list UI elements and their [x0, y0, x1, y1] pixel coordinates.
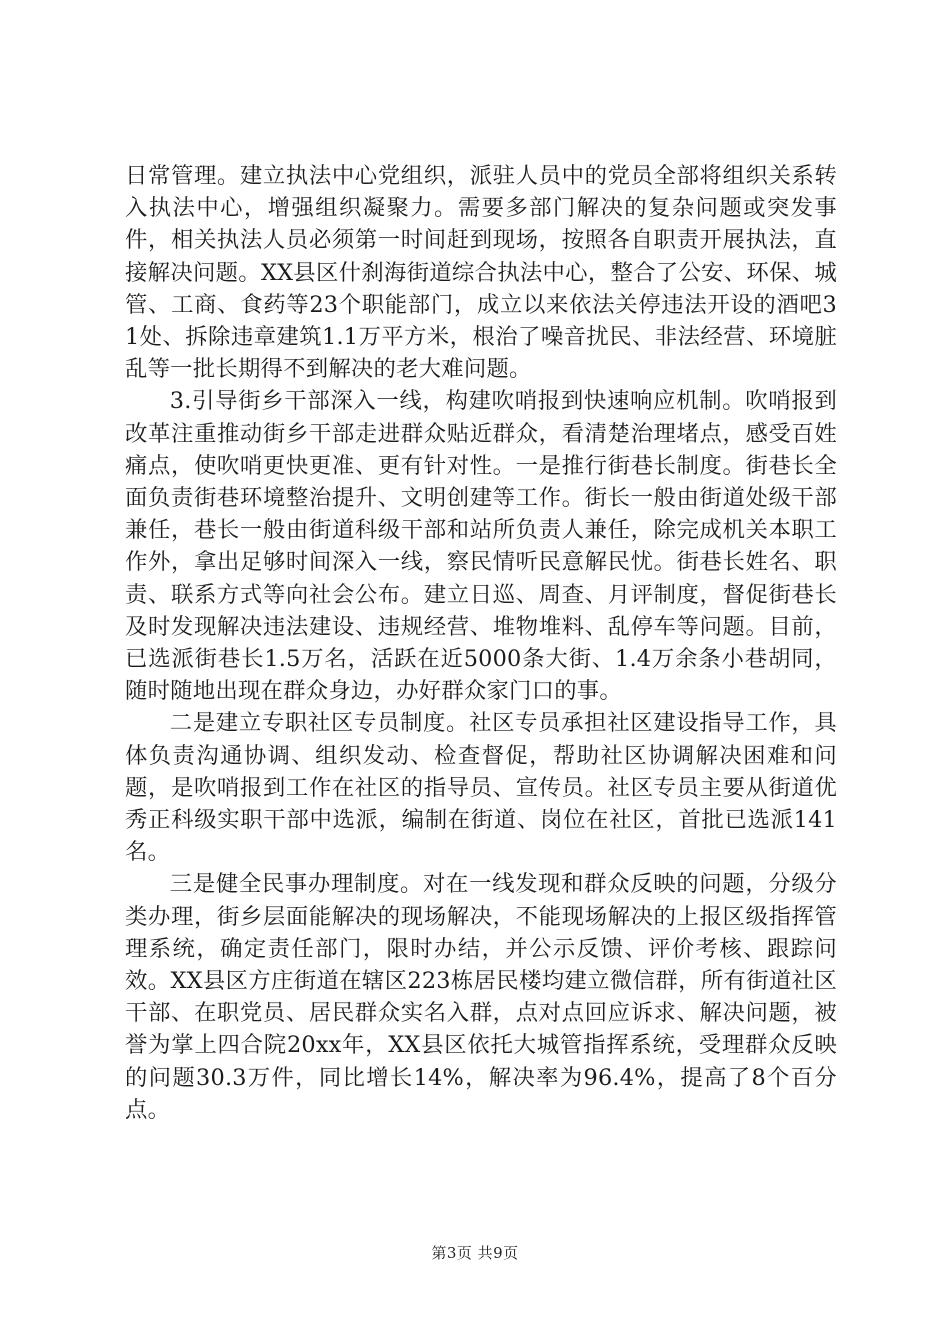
page-number-footer: 第3页 共9页 — [431, 1244, 519, 1262]
paragraph-civil-affairs: 三是健全民事办理制度。对在一线发现和群众反映的问题，分级分类办理，街乡层面能解决的现场解决，不能现场解决的上报区级指挥管理系统，确定责任部门，限时办结，并公示反馈、评价考核、跟踪问效。XX县区方庄街道在辖区223栋居民楼均建立微信群，所有街道社区干部、在职党员、居民群众实名入群，点对点回应诉求、解决问题，被誉为掌上四合院20xx年，XX县区依托大城管指挥系统，受理群众反映的问题30.3万件，同比增长14%，解决率为96.4%，提高了8个百分点。 — [125, 871, 837, 1123]
paragraph-community-commissioner: 二是建立专职社区专员制度。社区专员承担社区建设指导工作，具体负责沟通协调、组织发动、检查督促，帮助社区协调解决困难和问题，是吹哨报到工作在社区的指导员、宣传员。社区专员主要从街道优秀正科级实职干部中选派，编制在街道、岗位在社区，首批已选派141名。 — [125, 710, 837, 866]
paragraph-whistle-mechanism: 3.引导街乡干部深入一线，构建吹哨报到快速响应机制。吹哨报到改革注重推动街乡干部走进群众贴近群众，看清楚治理堵点，感受百姓痛点，使吹哨更快更准、更有针对性。一是推行街巷长制度。街巷长全面负责街巷环境整治提升、文明创建等工作。街长一般由街道处级干部兼任，巷长一般由街道科级干部和站所负责人兼任，除完成机关本职工作外，拿出足够时间深入一线，察民情听民意解民忧。街巷长姓名、职责、联系方式等向社会公布。建立日巡、周查、月评制度，督促街巷长及时发现解决违法建设、违规经营、堆物堆料、乱停车等问题。目前，已选派街巷长1.5万名，活跃在近5000条大街、1.4万余条小巷胡同，随时随地出现在群众身边，办好群众家门口的事。 — [125, 388, 837, 705]
paragraph-daily-management: 日常管理。建立执法中心党组织，派驻人员中的党员全部将组织关系转入执法中心，增强组织凝聚力。需要多部门解决的复杂问题或突发事件，相关执法人员必须第一时间赶到现场，按照各自职责开展执法，直接解决问题。XX县区什刹海街道综合执法中心，整合了公安、环保、城管、工商、食药等23个职能部门，成立以来依法关停违法开设的酒吧31处、拆除违章建筑1.1万平方米，根治了噪音扰民、非法经营、环境脏乱等一批长期得不到解决的老大难问题。 — [125, 163, 837, 383]
document-body — [125, 160, 837, 1126]
